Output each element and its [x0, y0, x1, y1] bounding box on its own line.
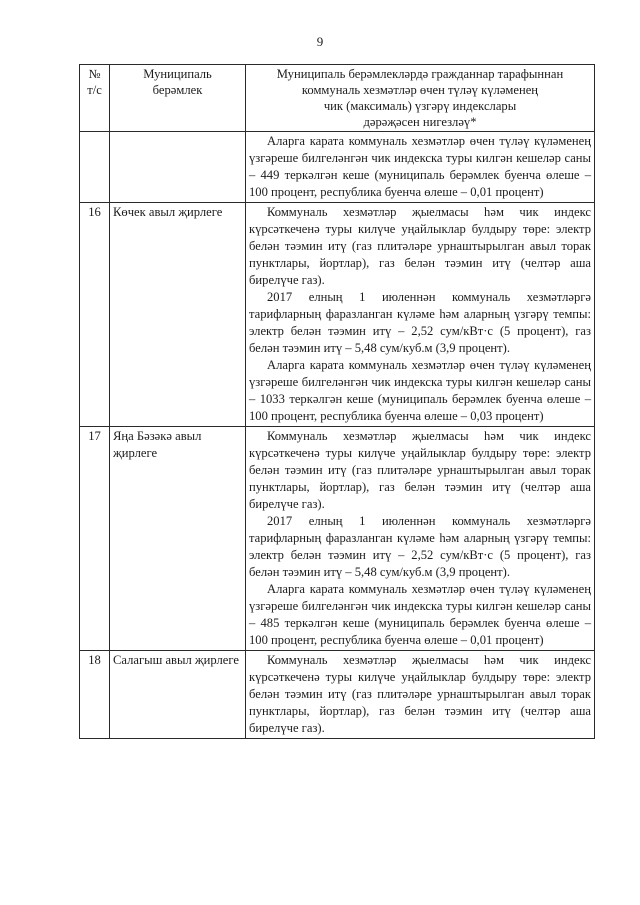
header-description-line: чик (максималь) үзгәрү индекслары	[323, 99, 517, 113]
row-municipality: Көчек авыл җирлеге	[110, 203, 246, 427]
row-paragraph: Аларга карата коммуналь хезмәтләр өчен түләү күләменең үзгәреше билгеләнгән чик индекска туры килгән кешеләр саны – 1033 теркәлгән кеше (муниципаль берәмлек буенча өлеше – 100 процент, республика буенча өлеше – 0,03 процент)	[249, 358, 591, 423]
row-paragraph: 2017 елның 1 июленнән коммуналь хезмәтләргә тарифларның фаразланган күләме һәм аларның үзгәрү темпы: электр белән тәэмин итү – 2,52 сум/кВт·с (5 процент), газ белән тәэмин итү – 5,48 сум/куб.м (3,9 процент).	[249, 290, 591, 355]
row-paragraph: Коммуналь хезмәтләр җыелмасы һәм чик индекс күрсәткеченә туры килүче уңайлыклар булдыру төре: электр белән тәэмин итү (газ плитәләре урнаштырылган авыл торак пунктлары, йортлар), газ белән тәэмин итү (челтәр аша бирелүче газ).	[249, 205, 591, 287]
header-municipality-line1: Муниципаль	[143, 67, 212, 81]
row-number: 18	[80, 651, 110, 739]
row-paragraph: Аларга карата коммуналь хезмәтләр өчен түләү күләменең үзгәреше билгеләнгән чик индекска туры килгән кешеләр саны – 485 теркәлгән кеше (муниципаль берәмлек буенча өлеше – 100 процент, республика буенча өлеше – 0,01 процент)	[249, 582, 591, 647]
row-paragraph: Коммуналь хезмәтләр җыелмасы һәм чик индекс күрсәткеченә туры килүче уңайлыклар булдыру төре: электр белән тәэмин итү (газ плитәләре урнаштырылган авыл торак пунктлары, йортлар), газ белән тәэмин итү (челтәр аша бирелүче газ).	[249, 429, 591, 511]
header-description-line: коммуналь хезмәтләр өчен түләү күләменең	[301, 83, 539, 97]
header-number-line2: т/с	[87, 83, 102, 97]
header-description-line: дәрәҗәсен нигезләү*	[363, 115, 477, 129]
row-number: 17	[80, 427, 110, 651]
header-description-line: Муниципаль берәмлекләрдә гражданнар тарафыннан	[276, 67, 564, 81]
row-number: 16	[80, 203, 110, 427]
row-description	[246, 651, 595, 739]
table-row	[80, 203, 595, 427]
row-municipality	[110, 132, 246, 203]
header-municipality-cell	[110, 65, 246, 132]
header-number-line1: №	[88, 67, 101, 81]
row-paragraph: Коммуналь хезмәтләр җыелмасы һәм чик индекс күрсәткеченә туры килүче уңайлыклар булдыру төре: электр белән тәэмин итү (газ плитәләре урнаштырылган авыл торак пунктлары, йортлар), газ белән тәэмин итү (челтәр аша бирелүче газ).	[249, 653, 591, 735]
row-municipality: Салагыш авыл җирлеге	[110, 651, 246, 739]
row-description	[246, 427, 595, 651]
page-number: 9	[316, 34, 324, 49]
table-row	[80, 651, 595, 739]
header-number-cell	[80, 65, 110, 132]
tariff-table	[79, 64, 595, 739]
row-municipality: Яңа Бәзәкә авыл җирлеге	[110, 427, 246, 651]
table-row	[80, 132, 595, 203]
row-number	[80, 132, 110, 203]
header-municipality-line2: берәмлек	[152, 83, 203, 97]
table-row	[80, 427, 595, 651]
row-description	[246, 132, 595, 203]
row-paragraph: 2017 елның 1 июленнән коммуналь хезмәтләргә тарифларның фаразланган күләме һәм аларның үзгәрү темпы: электр белән тәэмин итү – 2,52 сум/кВт·с (5 процент), газ белән тәэмин итү – 5,48 сум/куб.м (3,9 процент).	[249, 514, 591, 579]
row-description	[246, 203, 595, 427]
header-description-cell	[246, 65, 595, 132]
row-paragraph: Аларга карата коммуналь хезмәтләр өчен түләү күләменең үзгәреше билгеләнгән чик индекска туры килгән кешеләр саны – 449 теркәлгән кеше (муниципаль берәмлек буенча өлеше – 100 процент, республика буенча өлеше – 0,01 процент)	[249, 134, 591, 199]
table-header-row	[80, 65, 595, 132]
